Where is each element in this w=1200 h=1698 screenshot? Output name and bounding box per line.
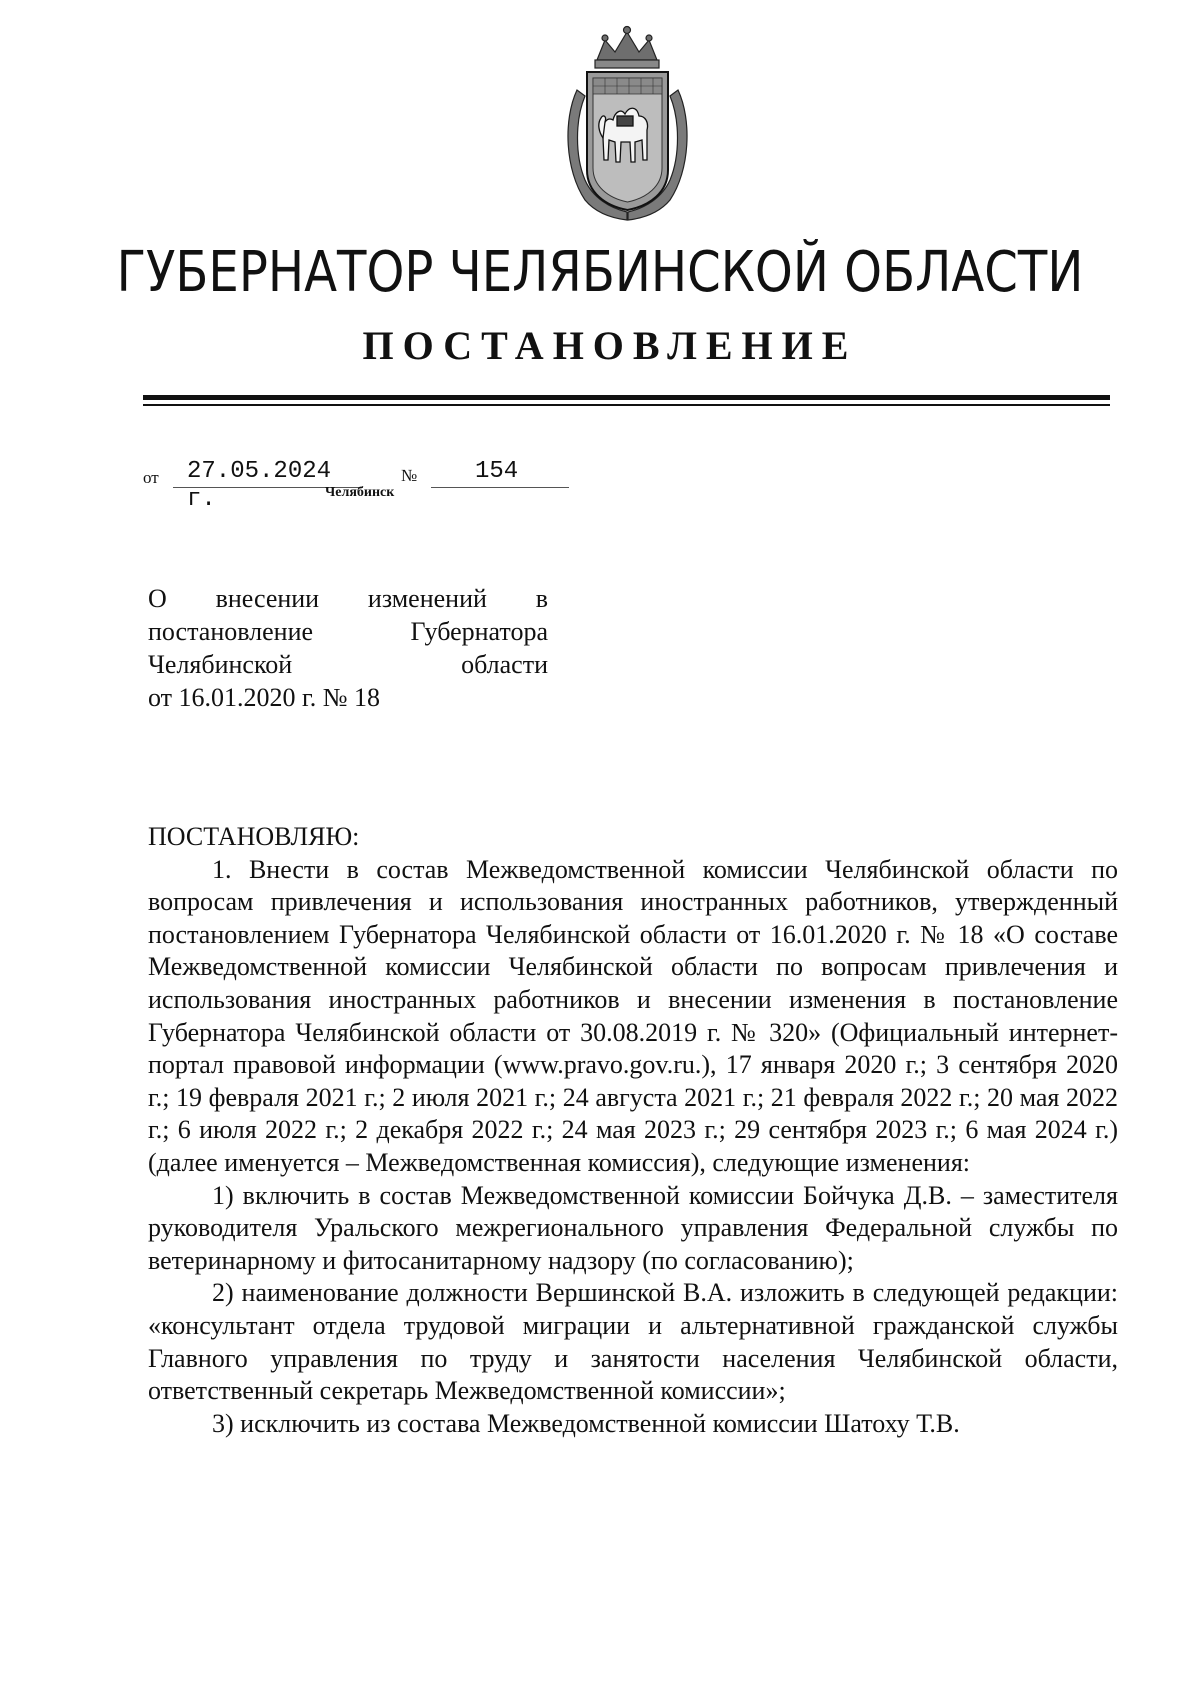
chelyabinsk-coat-of-arms-icon: [555, 20, 700, 230]
document-number: 154: [431, 458, 569, 488]
header-divider-thin: [143, 404, 1110, 406]
decree-heading: ПОСТАНОВЛЯЮ:: [148, 822, 360, 851]
document-subject: [148, 582, 548, 714]
subject-line: от 16.01.2020 г. № 18: [148, 683, 381, 712]
list-item: 2) наименование должности Вершинской В.А. изложить в следующей редакции: «консультант отдела трудовой миграции и альтернативной гражданской службы Главного управления по труду и занятости населения Челябинской области, ответственный секретарь Межведомственной комиссии»;: [148, 1278, 1118, 1406]
document-city: Челябинск: [325, 485, 395, 500]
paragraph: 1. Внести в состав Межведомственной комиссии Челябинской области по вопросам привлечения и использования иностранных работников, утвержденный постановлением Губернатора Челябинской области от 16.01.2020 г. № 18 «О составе Межведомственной комиссии Челябинской области по вопросам привлечения и использования иностранных работников и внесении изменения в постановление Губернатора Челябинской области от 30.08.2019 г. № 320» (Официальный интернет-портал правовой информации (www.pravo.gov.ru.), 17 января 2020 г.; 3 сентября 2020 г.; 19 февраля 2021 г.; 2 июля 2021 г.; 24 августа 2021 г.; 21 февраля 2022 г.; 20 мая 2022 г.; 6 июля 2022 г.; 2 декабря 2022 г.; 24 мая 2023 г.; 29 сентября 2023 г.; 6 мая 2024 г.) (далее именуется – Межведомственная комиссия), следующие изменения:: [148, 854, 1118, 1177]
org-title: ГУБЕРНАТОР ЧЕЛЯБИНСКОЙ ОБЛАСТИ: [116, 240, 1084, 305]
list-item: 1) включить в состав Межведомственной комиссии Бойчука Д.В. – заместителя руководителя Уральского межрегионального управления Федеральной службы по ветеринарному и фитосанитарному надзору (по согласованию);: [148, 1180, 1118, 1275]
header-divider-thick: [143, 395, 1110, 400]
list-item: 3) исключить из состава Межведомственной комиссии Шатоху Т.В.: [212, 1408, 960, 1438]
number-label: №: [401, 466, 418, 485]
document-type-heading: ПОСТАНОВЛЕНИЕ: [362, 323, 858, 368]
subject-line: Челябинской области: [148, 650, 548, 679]
subject-line: О внесении изменений в: [148, 584, 548, 613]
subject-line: постановление Губернатора: [148, 617, 548, 646]
date-label: от: [143, 468, 159, 487]
document-body: [148, 821, 1118, 1440]
document-date: 27.05.2024 г.: [173, 458, 363, 488]
